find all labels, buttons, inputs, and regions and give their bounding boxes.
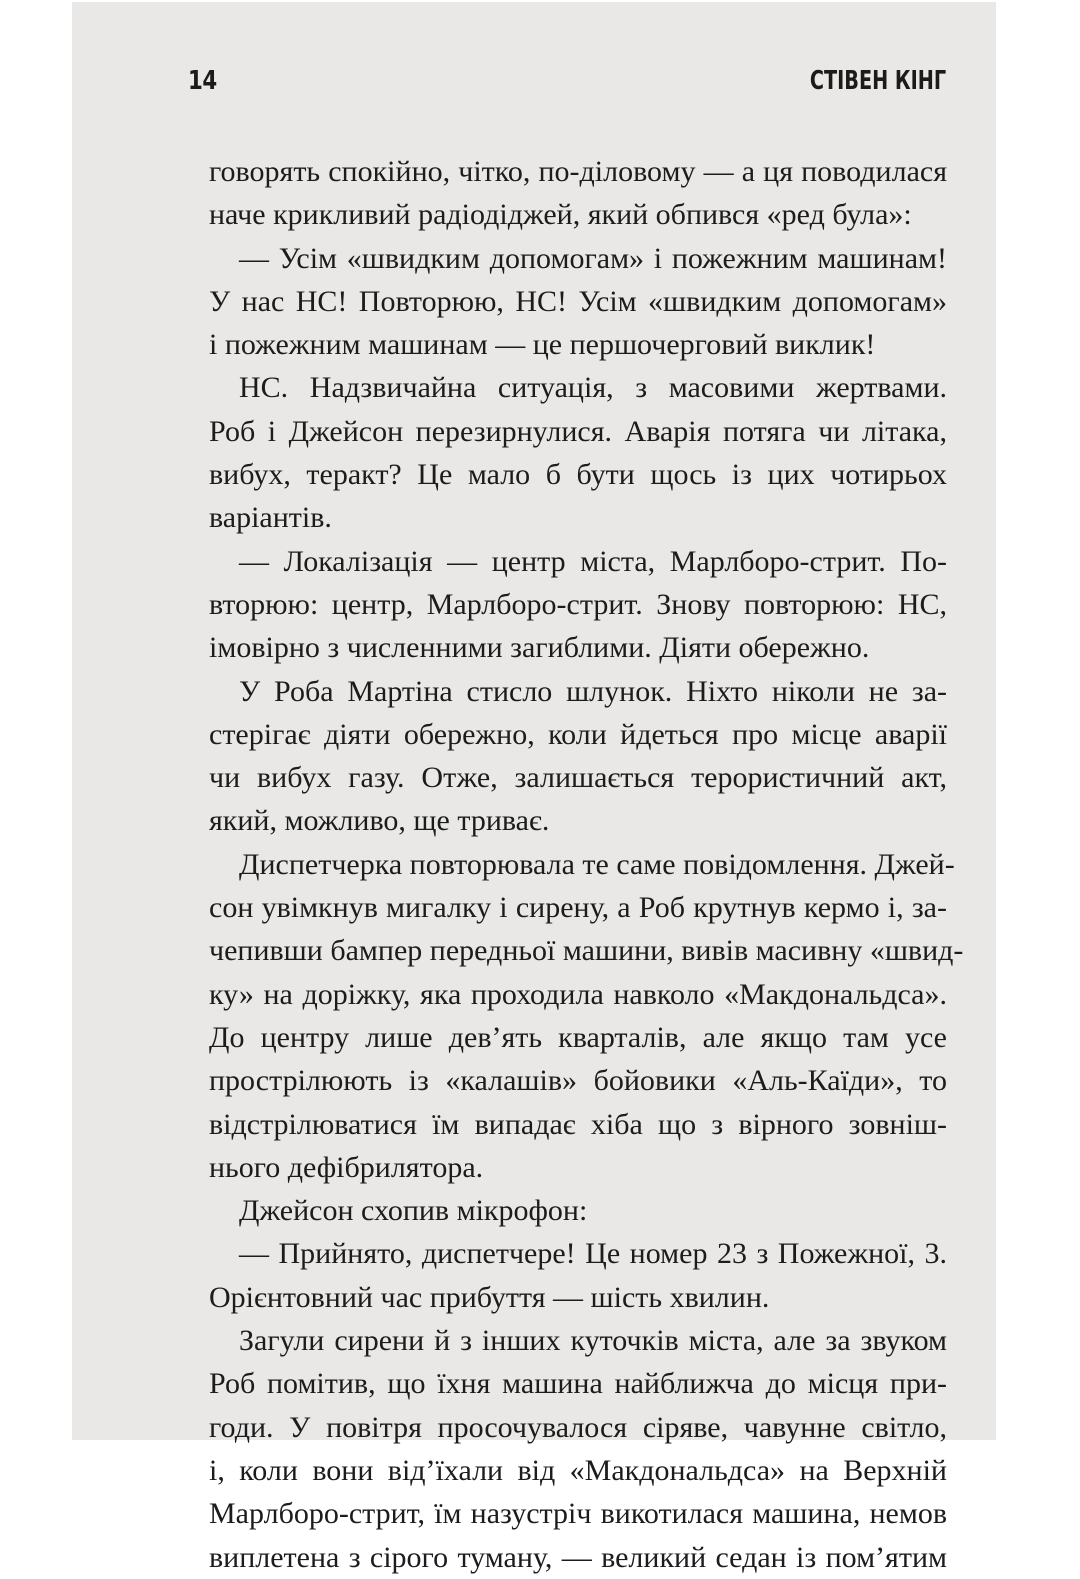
- text-line: — Прийнято, диспетчере! Це номер 23 з Пожежної, 3.: [239, 1237, 947, 1271]
- text-line: вибух, теракт? Це мало б бути щось із цих чотирьох: [209, 458, 947, 492]
- paragraph: [209, 366, 947, 539]
- page-number: 14: [188, 66, 217, 96]
- text-line: чи вибух газу. Отже, залишається терористичний акт,: [209, 761, 947, 795]
- text-line: У Роба Мартіна стисло шлунок. Ніхто ніколи не за-: [239, 674, 947, 708]
- text-line: У нас НС! Повторюю, НС! Усім «швидким допомогам»: [209, 284, 947, 318]
- text-line: — Усім «швидким допомогам» і пожежним машинам!: [239, 241, 947, 275]
- text-line: годи. У повітря просочувалося сіряве, чавунне світло,: [209, 1410, 947, 1444]
- text-line: Орієнтовний час прибуття — шість хвилин.: [209, 1280, 770, 1314]
- book-page: [72, 2, 996, 1574]
- paragraph: [209, 150, 947, 237]
- text-line: Роб помітив, що їхня машина найближча до місця при-: [209, 1367, 947, 1401]
- text-line: і пожежним машинам — це першочерговий виклик!: [209, 328, 876, 362]
- text-line: чепивши бампер передньої машини, вивів масивну «швид-: [209, 934, 964, 968]
- paragraph: [209, 237, 947, 367]
- text-line: відстрілюватися їм випадає хіба що з вірного зовніш-: [209, 1107, 947, 1141]
- paragraph: [209, 670, 947, 843]
- text-line: Джейсон схопив мікрофон:: [239, 1194, 588, 1228]
- paragraph: [209, 540, 947, 670]
- text-line: прострілюють із «калашів» бойовики «Аль-Каїди», то: [209, 1064, 947, 1098]
- text-line: виплетена з сірого туману, — великий седан із пом’ятим: [209, 1540, 947, 1574]
- paragraph: [209, 1189, 947, 1232]
- text-line: ку» на доріжку, яка проходила навколо «Макдональдса».: [209, 977, 947, 1011]
- text-line: нього дефібрилятора.: [209, 1150, 484, 1184]
- text-line: Марлборо-стрит, їм назустріч викотилася машина, немов: [209, 1497, 947, 1531]
- text-line: і, коли вони від’їхали від «Макдональдса» на Верхній: [209, 1453, 947, 1487]
- text-line: Загули сирени й з інших куточків міста, але за звуком: [239, 1324, 947, 1358]
- text-line: НС. Надзвичайна ситуація, з масовими жертвами.: [239, 371, 947, 405]
- text-line: вторюю: центр, Марлборо-стрит. Знову повторюю: НС,: [209, 587, 947, 621]
- paragraph: [209, 1232, 947, 1319]
- text-line: імовірно з численними загиблими. Діяти обережно.: [209, 631, 870, 665]
- text-line: варіантів.: [209, 501, 332, 535]
- text-line: який, можливо, ще триває.: [209, 804, 550, 838]
- text-line: — Локалізація — центр міста, Марлборо-стрит. По-: [239, 544, 947, 578]
- text-line: сон увімкнув мигалку і сирену, а Роб крутнув кермо і, за-: [209, 891, 947, 925]
- text-line: Роб і Джейсон перезирнулися. Аварія потяга чи літака,: [209, 414, 947, 448]
- body-text: [209, 150, 964, 1579]
- text-line: До центру лише дев’ять кварталів, але якщо там усе: [209, 1020, 947, 1054]
- text-line: стерігає діяти обережно, коли йдеться про місце аварії: [209, 717, 947, 751]
- paragraph: [209, 843, 964, 1189]
- page-header: [72, 66, 996, 106]
- text-line: Диспетчерка повторювала те саме повідомлення. Джей-: [239, 847, 955, 881]
- text-line: говорять спокійно, чітко, по-діловому — а ця поводилася: [209, 155, 947, 188]
- running-head-author: СТІВЕН КІНГ: [809, 66, 946, 96]
- paragraph: [209, 1319, 947, 1579]
- text-line: наче крикливий радіодіджей, який обпився «ред була»:: [209, 198, 912, 232]
